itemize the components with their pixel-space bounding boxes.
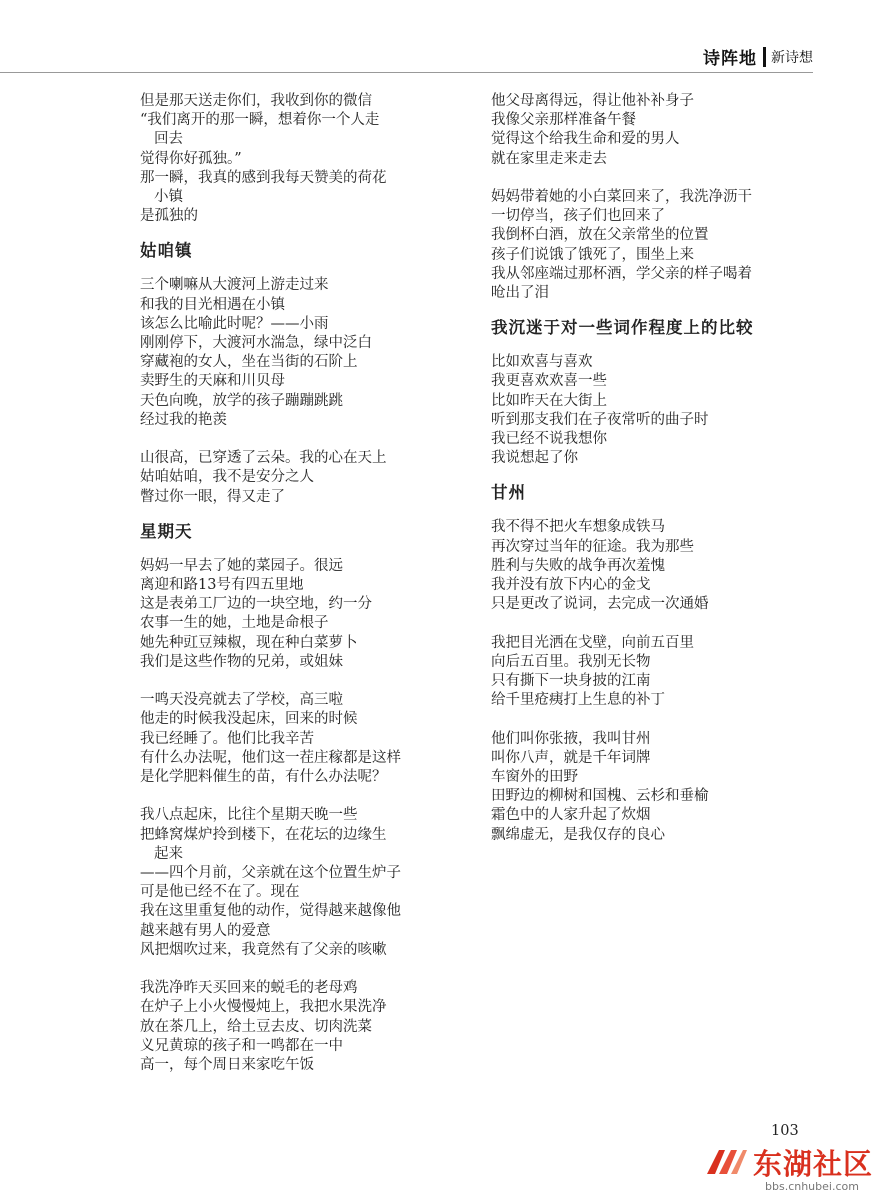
poem-line: 姑咱姑咱，我不是安分之人	[140, 469, 314, 486]
poem-line: 他走的时候我没起床，回来的时候	[140, 711, 358, 728]
poem-line: 可是他已经不在了。现在	[140, 884, 300, 901]
poem-line: 我像父亲那样准备午餐	[491, 112, 636, 129]
page-header	[703, 44, 813, 69]
poem-line: 觉得这个给我生命和爱的男人	[491, 131, 680, 148]
poem-line: 听到那支我们在子夜常听的曲子时	[491, 411, 709, 428]
header-divider	[763, 47, 766, 67]
poem-line: 再次穿过当年的征途。我为那些	[491, 538, 694, 555]
poem-line: 和我的目光相遇在小镇	[140, 296, 285, 313]
poem-line: 小镇	[154, 189, 183, 206]
poem-line: 我从邻座端过那杯酒，学父亲的样子喝着	[491, 265, 752, 282]
poem-line: 有什么办法呢，他们这一茬庄稼都是这样	[140, 749, 401, 766]
poem-line: 义兄黄琼的孩子和一鸣都在一中	[140, 1037, 343, 1054]
poem-line: 越来越有男人的爱意	[140, 922, 271, 939]
poem-line: 我并没有放下内心的金戈	[491, 577, 651, 594]
poem-title: 姑咱镇	[140, 241, 193, 261]
poem-line: 卖野生的天麻和川贝母	[140, 373, 285, 390]
poem-line: 我倒杯白酒，放在父亲常坐的位置	[491, 227, 709, 244]
poem-line: 我八点起床，比往个星期天晚一些	[140, 807, 358, 824]
watermark	[705, 1138, 885, 1200]
stanza-break	[140, 672, 450, 691]
poem-line: 向后五百里。我别无长物	[491, 653, 651, 670]
poem-line: 他们叫你张掖，我叫甘州	[491, 730, 651, 747]
poem-title: 甘州	[491, 483, 526, 503]
poem-line: 在炉子上小火慢慢炖上，我把水果洗净	[140, 999, 387, 1016]
stanza-break	[491, 710, 801, 729]
stanza-break	[140, 960, 450, 979]
stanza-break	[491, 169, 801, 188]
poem-line: 高一，每个周日来家吃午饭	[140, 1057, 314, 1074]
poem-line: 回去	[154, 131, 183, 148]
poem-line: “我们离开的那一瞬，想着你一个人走	[140, 112, 380, 129]
watermark-url: bbs.cnhubei.com	[765, 1180, 859, 1193]
poem-line: 比如欢喜与喜欢	[491, 354, 593, 371]
section-name: 新诗想	[771, 49, 813, 66]
poem-line: 天色向晚，放学的孩子蹦蹦跳跳	[140, 392, 343, 409]
poem-line: 一切停当，孩子们也回来了	[491, 208, 665, 225]
poem-line: 是孤独的	[140, 208, 198, 225]
poem-line: 她先种豇豆辣椒，现在种白菜萝卜	[140, 634, 358, 651]
poem-line: 他父母离得远，得让他补补身子	[491, 93, 694, 109]
poem-line: 那一瞬，我真的感到我每天赞美的荷花	[140, 169, 387, 186]
poem-line: 一鸣天没亮就去了学校，高三啦	[140, 692, 343, 709]
poem-line: 穿藏袍的女人，坐在当街的石阶上	[140, 354, 358, 371]
stanza-break	[491, 614, 801, 633]
poem-line: 觉得你好孤独。”	[140, 150, 242, 167]
poem-line: 我在这里重复他的动作，觉得越来越像他	[140, 903, 401, 920]
poem-line: 呛出了泪	[491, 285, 549, 302]
right-text-column	[491, 92, 801, 845]
column-name: 诗阵地	[703, 49, 757, 69]
watermark-logo-icon	[705, 1144, 749, 1180]
poem-line: 农事一生的她，土地是命根子	[140, 615, 329, 632]
poem-line: 就在家里走来走去	[491, 150, 607, 167]
header-rule	[0, 72, 813, 73]
poem-line: 该怎么比喻此时呢？——小雨	[140, 315, 329, 332]
poem-line: 只是更改了说词，去完成一次通婚	[491, 596, 709, 613]
poem-line: 妈妈一早去了她的菜园子。很远	[140, 557, 343, 574]
poem-line: 我不得不把火车想象成铁马	[491, 519, 665, 536]
poem-line: 车窗外的田野	[491, 769, 578, 786]
poem-line: 霜色中的人家升起了炊烟	[491, 807, 651, 824]
poem-line: 比如昨天在大街上	[491, 392, 607, 409]
poem-line: 三个喇嘛从大渡河上游走过来	[140, 277, 329, 294]
poem-line: 风把烟吹过来，我竟然有了父亲的咳嗽	[140, 941, 387, 958]
poem-line: 瞥过你一眼，得又走了	[140, 488, 285, 505]
poem-line: 飘绵虚无，是我仅存的良心	[491, 826, 665, 843]
poem-line: 我说想起了你	[491, 450, 578, 467]
poem-line: 我们是这些作物的兄弟，或姐妹	[140, 653, 343, 670]
poem-line: ——四个月前，父亲就在这个位置生炉子	[140, 865, 401, 882]
poem-line: 孩子们说饿了饿死了，围坐上来	[491, 246, 694, 263]
poem-line: 山很高，已穿透了云朵。我的心在天上	[140, 450, 387, 467]
poem-line: 给千里疮痍打上生息的补丁	[491, 692, 665, 709]
poem-line: 但是那天送走你们，我收到你的微信	[140, 93, 372, 109]
poem-line: 只有撕下一块身披的江南	[491, 673, 651, 690]
left-text-column	[140, 92, 450, 1075]
stanza-break	[140, 430, 450, 449]
poem-title: 我沉迷于对一些词作程度上的比较	[491, 318, 754, 338]
poem-line: 胜利与失败的战争再次羞愧	[491, 557, 665, 574]
poem-line: 我更喜欢欢喜一些	[491, 373, 607, 390]
poem-line: 妈妈带着她的小白菜回来了，我洗净沥干	[491, 189, 752, 205]
poem-line: 我已经睡了。他们比我辛苦	[140, 730, 314, 747]
poem-line: 我洗净昨天买回来的蜕毛的老母鸡	[140, 980, 358, 997]
poem-line: 离迎和路13号有四五里地	[140, 577, 304, 594]
poem-line: 刚刚停下，大渡河水湍急，绿中泛白	[140, 335, 372, 352]
poem-line: 我已经不说我想你	[491, 431, 607, 448]
poem-line: 田野边的柳树和国槐、云杉和垂榆	[491, 788, 709, 805]
poem-line: 是化学肥料催生的苗，有什么办法呢？	[140, 769, 387, 786]
poem-line: 这是表弟工厂边的一块空地，约一分	[140, 596, 372, 613]
watermark-name: 东湖社区	[753, 1147, 874, 1181]
page-number: 103	[771, 1123, 799, 1139]
poem-line: 把蜂窝煤炉拎到楼下，在花坛的边缘生	[140, 826, 387, 843]
poem-line: 我把目光洒在戈壁，向前五百里	[491, 634, 694, 651]
poem-line: 放在茶几上，给土豆去皮、切肉洗菜	[140, 1018, 372, 1035]
poem-line: 叫你八声，就是千年词牌	[491, 749, 651, 766]
stanza-break	[140, 787, 450, 806]
poem-line: 起来	[154, 845, 183, 862]
poem-line: 经过我的艳羡	[140, 411, 227, 428]
poem-title: 星期天	[140, 521, 193, 541]
